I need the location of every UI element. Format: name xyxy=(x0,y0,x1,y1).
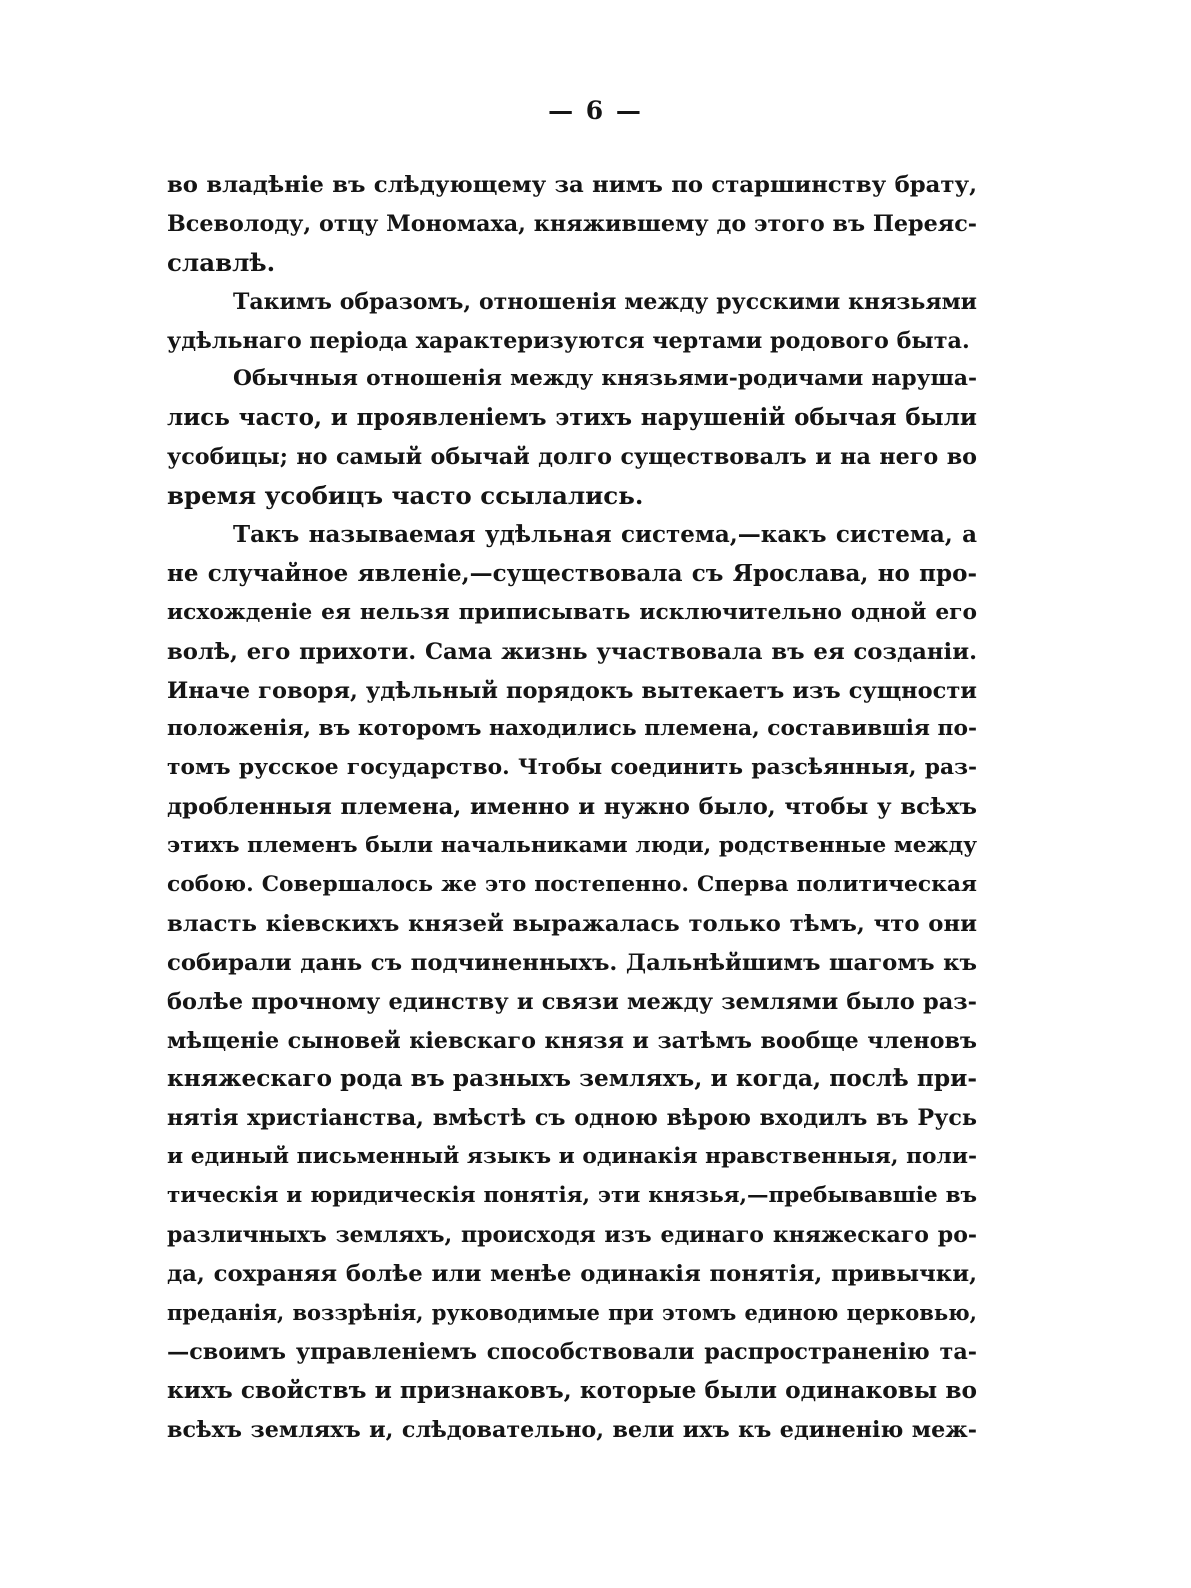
page-number: — 6 — xyxy=(548,96,643,125)
text-line: болѣе прочному единству и связи между землями было раз- xyxy=(167,988,977,1015)
text-line: и единый письменный языкъ и одинакія нравственныя, поли- xyxy=(167,1144,977,1170)
text-line: кихъ свойствъ и признаковъ, которые были одинаковы во xyxy=(167,1376,977,1404)
text-line: Обычныя отношенія между князьями-родичами наруша- xyxy=(233,366,977,392)
body-text xyxy=(167,166,977,1449)
text-line: да, сохраняя болѣе или менѣе одинакія понятія, привычки, xyxy=(167,1260,977,1287)
text-line: собирали дань съ подчиненныхъ. Дальнѣйшимъ шагомъ къ xyxy=(167,949,977,976)
text-line: Иначе говоря, удѣльный порядокъ вытекаетъ изъ сущности xyxy=(167,677,977,704)
text-line: удѣльнаго періода характеризуются чертами родового быта. xyxy=(167,327,970,354)
text-line: —своимъ управленіемъ способствовали распространенію та- xyxy=(167,1338,977,1365)
text-line: тическія и юридическія понятія, эти князья,—пребывавшіе въ xyxy=(167,1183,977,1209)
text-line: преданія, воззрѣнія, руководимые при этомъ единою церковью, xyxy=(167,1299,977,1325)
text-line: Такимъ образомъ, отношенія между русскими князьями xyxy=(233,288,977,315)
text-line: усобицы; но самый обычай долго существовалъ и на него во xyxy=(167,444,977,471)
text-line: Такъ называемая удѣльная система,—какъ система, а xyxy=(233,521,977,549)
text-line: исхожденіе ея нельзя приписывать исключительно одной его xyxy=(167,599,977,625)
text-line: княжескаго рода въ разныхъ земляхъ, и когда, послѣ при- xyxy=(167,1065,977,1093)
text-line: этихъ племенъ были начальниками люди, родственные между xyxy=(167,833,977,859)
text-line: во владѣніе въ слѣдующему за нимъ по старшинству брату, xyxy=(167,172,977,198)
text-line: положенія, въ которомъ находились племена, составившія по- xyxy=(167,716,977,742)
text-line: дробленныя племена, именно и нужно было, чтобы у всѣхъ xyxy=(167,794,977,821)
text-line: славлѣ. xyxy=(167,247,276,277)
text-line: всѣхъ земляхъ и, слѣдовательно, вели ихъ къ единенію меж- xyxy=(167,1416,977,1443)
text-line: власть кіевскихъ князей выражалась только тѣмъ, что они xyxy=(167,910,977,937)
text-line: различныхъ земляхъ, происходя изъ единаго княжескаго ро- xyxy=(167,1222,977,1249)
text-line: время усобицъ часто ссылались. xyxy=(167,481,644,511)
text-line: собою. Совершалось же это постепенно. Сперва политическая xyxy=(167,872,977,898)
text-line: не случайное явленіе,—существовала съ Ярослава, но про- xyxy=(167,559,977,587)
text-line: томъ русское государство. Чтобы соединить разсѣянныя, раз- xyxy=(167,755,977,781)
text-line: нятія христіанства, вмѣстѣ съ одною вѣрою входилъ въ Русь xyxy=(167,1105,977,1132)
text-line: лись часто, и проявленіемъ этихъ нарушеній обычая были xyxy=(167,404,977,432)
text-line: волѣ, его прихоти. Сама жизнь участвовала въ ея созданіи. xyxy=(167,638,977,665)
text-line: Всеволоду, отцу Мономаха, княжившему до этого въ Переяс- xyxy=(167,210,977,237)
text-line: мѣщеніе сыновей кіевскаго князя и затѣмъ вообще членовъ xyxy=(167,1027,977,1054)
